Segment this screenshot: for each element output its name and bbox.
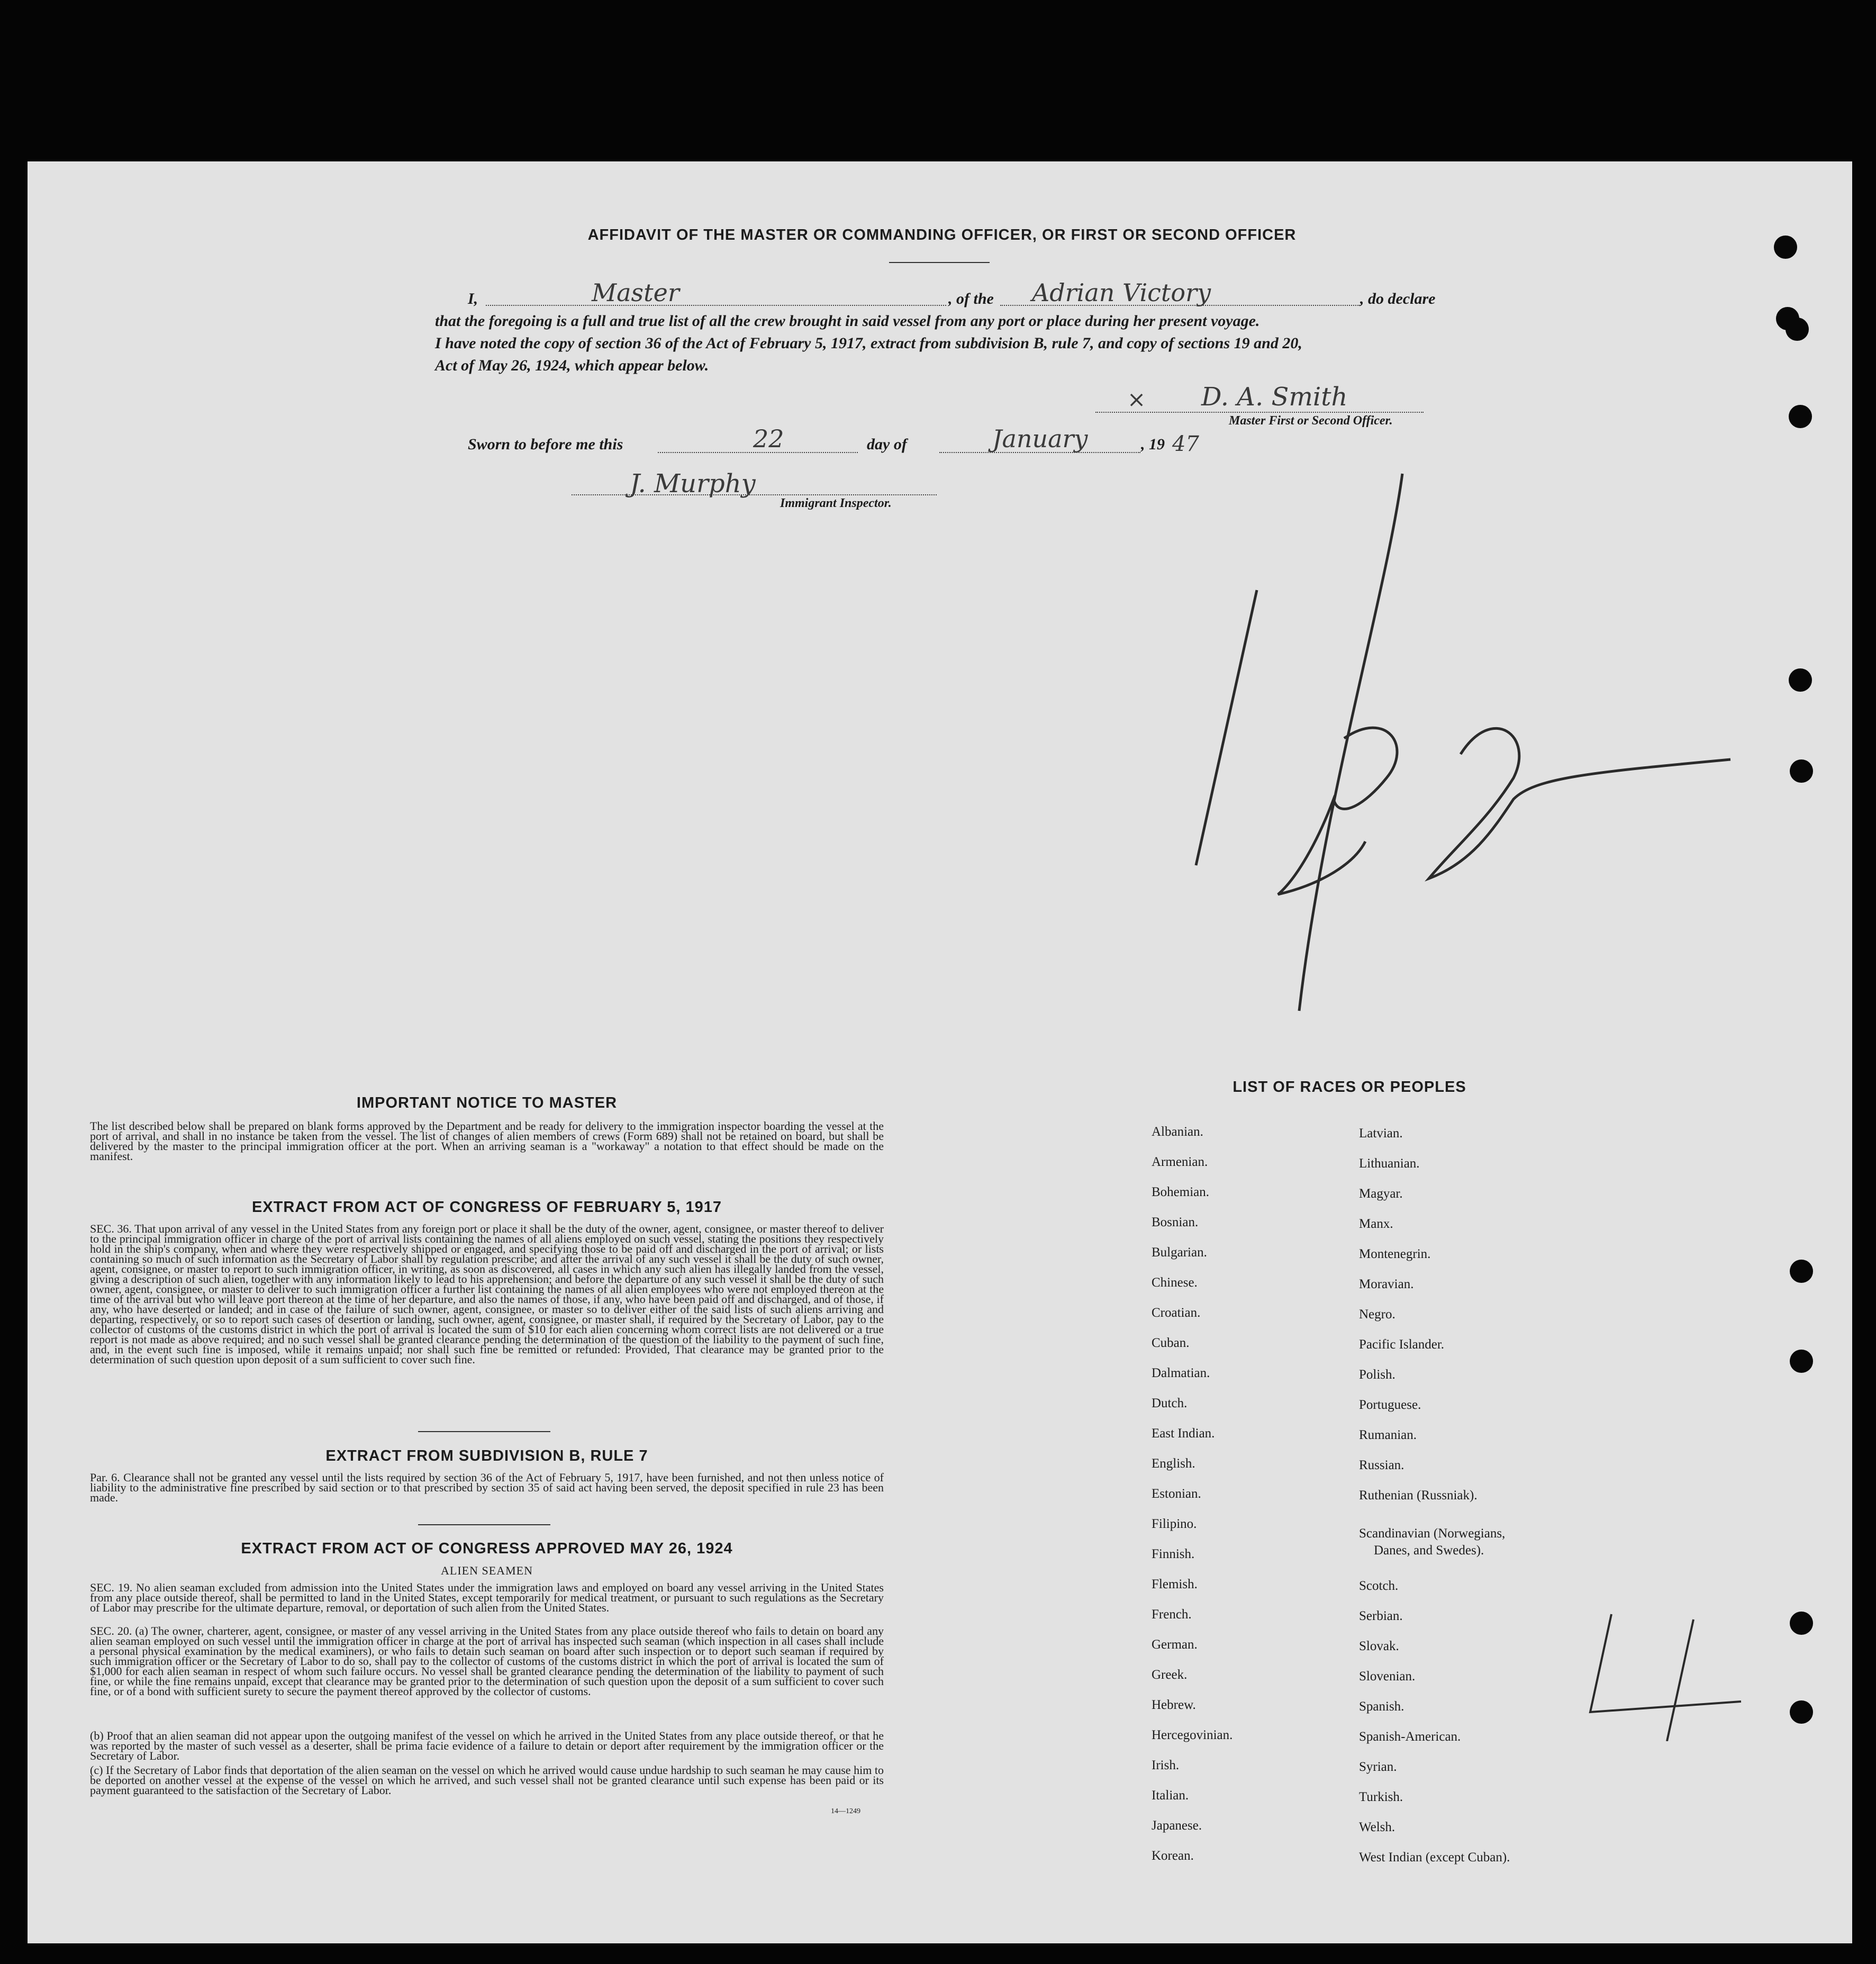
notice-text: The list described below shall be prepared on blank forms approved by the Department and be ready for delivery to the immigration inspector boarding the vessel at the port of arrival, and shall in no instance be taken from the vessel. The list of changes of alien members of crews (Form 689) shall not be retained on board, but shall be delivered by the master to the principal immigration officer at the port. When an arriving seaman is a "workaway" a notation to that effect should be made on the manifest. — [90, 1119, 884, 1163]
race-item: Hercegovinian. — [1152, 1728, 1233, 1742]
punch-hole — [1790, 759, 1813, 783]
punch-hole — [1790, 1700, 1813, 1724]
form-number: 14—1249 — [831, 1807, 860, 1815]
vessel-name-field — [1000, 277, 1360, 306]
signature-caption: Master First or Second Officer. — [1229, 414, 1393, 428]
race-item: West Indian (except Cuban). — [1359, 1850, 1510, 1865]
punch-hole — [1790, 1612, 1813, 1635]
race-item: Scotch. — [1359, 1579, 1399, 1593]
race-item: Pacific Islander. — [1359, 1337, 1445, 1352]
race-item: Irish. — [1152, 1758, 1180, 1772]
race-item: Manx. — [1359, 1217, 1393, 1231]
race-item: Lithuanian. — [1359, 1156, 1420, 1171]
race-item: Turkish. — [1359, 1790, 1403, 1804]
punch-hole — [1774, 236, 1797, 259]
race-item: Italian. — [1152, 1788, 1189, 1803]
handwritten-corner-number — [1582, 1609, 1752, 1741]
race-item: Finnish. — [1152, 1547, 1195, 1561]
race-item: Slovak. — [1359, 1639, 1399, 1653]
race-item: Dalmatian. — [1152, 1366, 1210, 1380]
race-item: Estonian. — [1152, 1487, 1201, 1501]
race-item: English. — [1152, 1456, 1195, 1471]
notice-title: IMPORTANT NOTICE TO MASTER — [356, 1094, 618, 1111]
punch-hole — [1789, 668, 1812, 692]
race-item: Magyar. — [1359, 1187, 1403, 1201]
sec20b-text: (b) Proof that an alien seaman did not appear upon the outgoing manifest of the vessel on which he arrived in the United States from any place outside thereof, or that he was reported by the master of such vessel as a deserter, shall be prima facie evidence of a failure to detain or deport after requirement by the immigration officer or the Secretary of Labor. — [90, 1729, 884, 1762]
race-item: Chinese. — [1152, 1275, 1198, 1290]
race-item: Japanese. — [1152, 1818, 1202, 1833]
race-item: Cuban. — [1152, 1336, 1190, 1350]
race-item: Croatian. — [1152, 1306, 1201, 1320]
race-item: Russian. — [1359, 1458, 1404, 1472]
inspector-signature-field — [572, 469, 937, 499]
extract-1917-text: SEC. 36. That upon arrival of any vessel in the United States from any foreign port or place it shall be the duty of the owner, agent, consignee, or master thereof to deliver to the principal immigration officer in charge of the port of arrival lists containing the names of all aliens employed on such vessel, stating the positions they respectively hold in the ship's company, when and where they were respectively shipped or engaged, and specifying those to be paid off and discharged in the port of arrival; or lists containing so much of such information as the Secretary of Labor shall by regulation prescribe; and after the arrival of any such vessel it shall be the duty of such owner, agent, consignee, or master to report to such immigration officer, in writing, as soon as discovered, all cases in which any such alien has illegally landed from the vessel, giving a description of such alien, together with any information likely to lead to his apprehension; and before the departure of any such vessel it shall be the duty of such owner, agent, consignee, or master to deliver to such immigration officer a further list containing the names of all alien employees who were not employed thereon at the time of the arrival but who will leave port thereon at the time of her departure, and also the names of those, if any, who have been paid off and discharged, and of those, if any, who have deserted or landed; and in case of the failure of such owner, agent, consignee, or master so to deliver either of the said lists of such aliens arriving and departing, respectively, or so to report such cases of desertion or landing, such owner, agent, consignee, or master shall, if required by the Secretary of Labor, pay to the collector of customs of the customs district in which the port of arrival is located the sum of $10 for each alien concerning whom correct lists are not delivered or a true report is not made as above required; and no such vessel shall be granted clearance pending the determination of the question of the liability to the payment of such fine, and, in the event such fine is imposed, while it remains unpaid; nor shall such fine be remitted or refunded: Provided, That clearance may be granted prior to the determination of such question upon deposit of a sum sufficient to cover such fine. — [90, 1222, 884, 1366]
divider — [418, 1431, 550, 1432]
sworn-month: January — [992, 424, 1088, 453]
affidavit-line2: that the foregoing is a full and true list of all the crew brought in said vessel from any port or place during her present voyage. — [435, 312, 1260, 330]
race-item: East Indian. — [1152, 1426, 1215, 1441]
sworn-day: 22 — [753, 424, 784, 453]
inspector-signature: J. Murphy — [630, 469, 756, 499]
race-item: Moravian. — [1359, 1277, 1414, 1291]
handwritten-number-annotation — [1164, 460, 1762, 1058]
race-item: Greek. — [1152, 1668, 1188, 1682]
race-item: Scandinavian (Norwegians, — [1359, 1526, 1506, 1541]
sec20c-text: (c) If the Secretary of Labor finds that deportation of the alien seaman on the vessel on which he arrived would cause undue hardship to such seaman he may cause him to be deported on another vessel at the expense of the vessel on which he arrived, and such vessel shall not be granted clearance until such expense has been paid or its payment guaranteed to the satisfaction of the Secretary of Labor. — [90, 1763, 884, 1797]
of-the-label: , of the — [948, 290, 994, 307]
race-item: Danes, and Swedes). — [1374, 1543, 1484, 1558]
race-item: Armenian. — [1152, 1155, 1208, 1169]
year-prefix: , 19 — [1141, 436, 1165, 453]
race-item: German. — [1152, 1637, 1198, 1652]
punch-hole — [1790, 1260, 1813, 1283]
sworn-label: Sworn to before me this — [468, 436, 623, 453]
sec20a-text: SEC. 20. (a) The owner, charterer, agent, consignee, or master of any vessel arriving in the United States from any place outside thereof who fails to detain on board any alien seaman employed on such vessel until the immigration officer in charge at the port of arrival has inspected such seaman (which inspection in all cases shall include a personal physical examination by the medical examiners), or who fails to detain such seaman on board after such inspection or to deport such seaman if required by such immigration officer or the Secretary of Labor to do so, shall pay to the collector of customs of the customs district in which the port of arrival is located the sum of $1,000 for each alien seaman in respect of whom such failure occurs. No vessel shall be granted clearance pending the determination of the liability to payment of such fine, or while the fine remains unpaid, except that clearance may be granted prior to the determination of such question upon the deposit of a sum sufficient to cover such fine, or of a bond with sufficient surety to secure the payment thereof approved by the collector of customs. — [90, 1624, 884, 1698]
race-item: Rumanian. — [1359, 1428, 1417, 1442]
race-item: Bosnian. — [1152, 1215, 1199, 1229]
sworn-day-field — [658, 424, 858, 453]
race-item: Hebrew. — [1152, 1698, 1196, 1712]
divider — [418, 1524, 550, 1525]
race-item: Spanish-American. — [1359, 1730, 1461, 1744]
sworn-month-field — [939, 424, 1140, 453]
race-item: Flemish. — [1152, 1577, 1198, 1591]
race-item: Syrian. — [1359, 1760, 1397, 1774]
vessel-name-handwriting: Adrian Victory — [1032, 278, 1211, 307]
extract-1917-title: EXTRACT FROM ACT OF CONGRESS OF FEBRUARY 5, 1917 — [251, 1199, 722, 1216]
master-name-handwriting: Master — [592, 278, 679, 307]
race-item: Polish. — [1359, 1368, 1395, 1382]
race-item: Spanish. — [1359, 1699, 1404, 1714]
punch-hole — [1789, 405, 1812, 428]
race-item: Montenegrin. — [1359, 1247, 1431, 1261]
race-item: Dutch. — [1152, 1396, 1188, 1410]
do-declare-label: , do declare — [1360, 290, 1436, 307]
signature-mark: × — [1127, 386, 1146, 412]
race-item: Albanian. — [1152, 1125, 1203, 1139]
race-item: Bulgarian. — [1152, 1245, 1207, 1260]
master-signature-field — [1095, 382, 1424, 413]
punch-hole — [1790, 1350, 1813, 1373]
race-item: Latvian. — [1359, 1126, 1403, 1141]
punch-hole — [1786, 318, 1809, 341]
affidavit-i: I, — [468, 290, 478, 307]
race-item: Slovenian. — [1359, 1669, 1416, 1684]
race-item: Welsh. — [1359, 1820, 1395, 1834]
sworn-year: 47 — [1172, 432, 1199, 456]
race-item: Portuguese. — [1359, 1398, 1421, 1412]
alien-seamen-subtitle: ALIEN SEAMEN — [441, 1564, 533, 1577]
extract-1924-title: EXTRACT FROM ACT OF CONGRESS APPROVED MAY 26, 1924 — [241, 1540, 733, 1557]
sec19-text: SEC. 19. No alien seaman excluded from admission into the United States under the immigration laws and employed on board any vessel arriving in the United States from any place outside thereof, shall be permitted to land in the United States, except temporarily for medical treatment, or pursuant to such regulations as the Secretary of Labor may prescribe for the ultimate departure, removal, or deportation of such alien from the United States. — [90, 1581, 884, 1614]
race-item: Negro. — [1359, 1307, 1395, 1322]
affidavit-title: AFFIDAVIT OF THE MASTER OR COMMANDING OFFICER, OR FIRST OR SECOND OFFICER — [587, 227, 1297, 243]
affidavit-line4: Act of May 26, 1924, which appear below. — [435, 357, 709, 374]
rule7-title: EXTRACT FROM SUBDIVISION B, RULE 7 — [325, 1447, 648, 1464]
day-of-label: day of — [867, 436, 907, 453]
divider — [889, 262, 990, 263]
inspector-caption: Immigrant Inspector. — [780, 496, 892, 510]
race-item: French. — [1152, 1607, 1192, 1622]
rule7-text: Par. 6. Clearance shall not be granted any vessel until the lists required by section 36 of the Act of February 5, 1917, have been furnished, and not then unless notice of liability to the administrative fine prescribed by said section or to that prescribed by section 35 of said act having been served, the deposit specified in rule 23 has been made. — [90, 1471, 884, 1504]
races-title: LIST OF RACES OR PEOPLES — [1232, 1079, 1466, 1096]
race-item: Serbian. — [1359, 1609, 1403, 1623]
master-name-field — [486, 277, 946, 306]
race-item: Korean. — [1152, 1849, 1194, 1863]
race-item: Ruthenian (Russniak). — [1359, 1488, 1478, 1503]
race-item: Filipino. — [1152, 1517, 1197, 1531]
affidavit-line3: I have noted the copy of section 36 of the Act of February 5, 1917, extract from subdivision B, rule 7, and copy of sections 19 and 20, — [435, 334, 1302, 352]
master-signature: D. A. Smith — [1201, 382, 1348, 412]
race-item: Bohemian. — [1152, 1185, 1210, 1199]
